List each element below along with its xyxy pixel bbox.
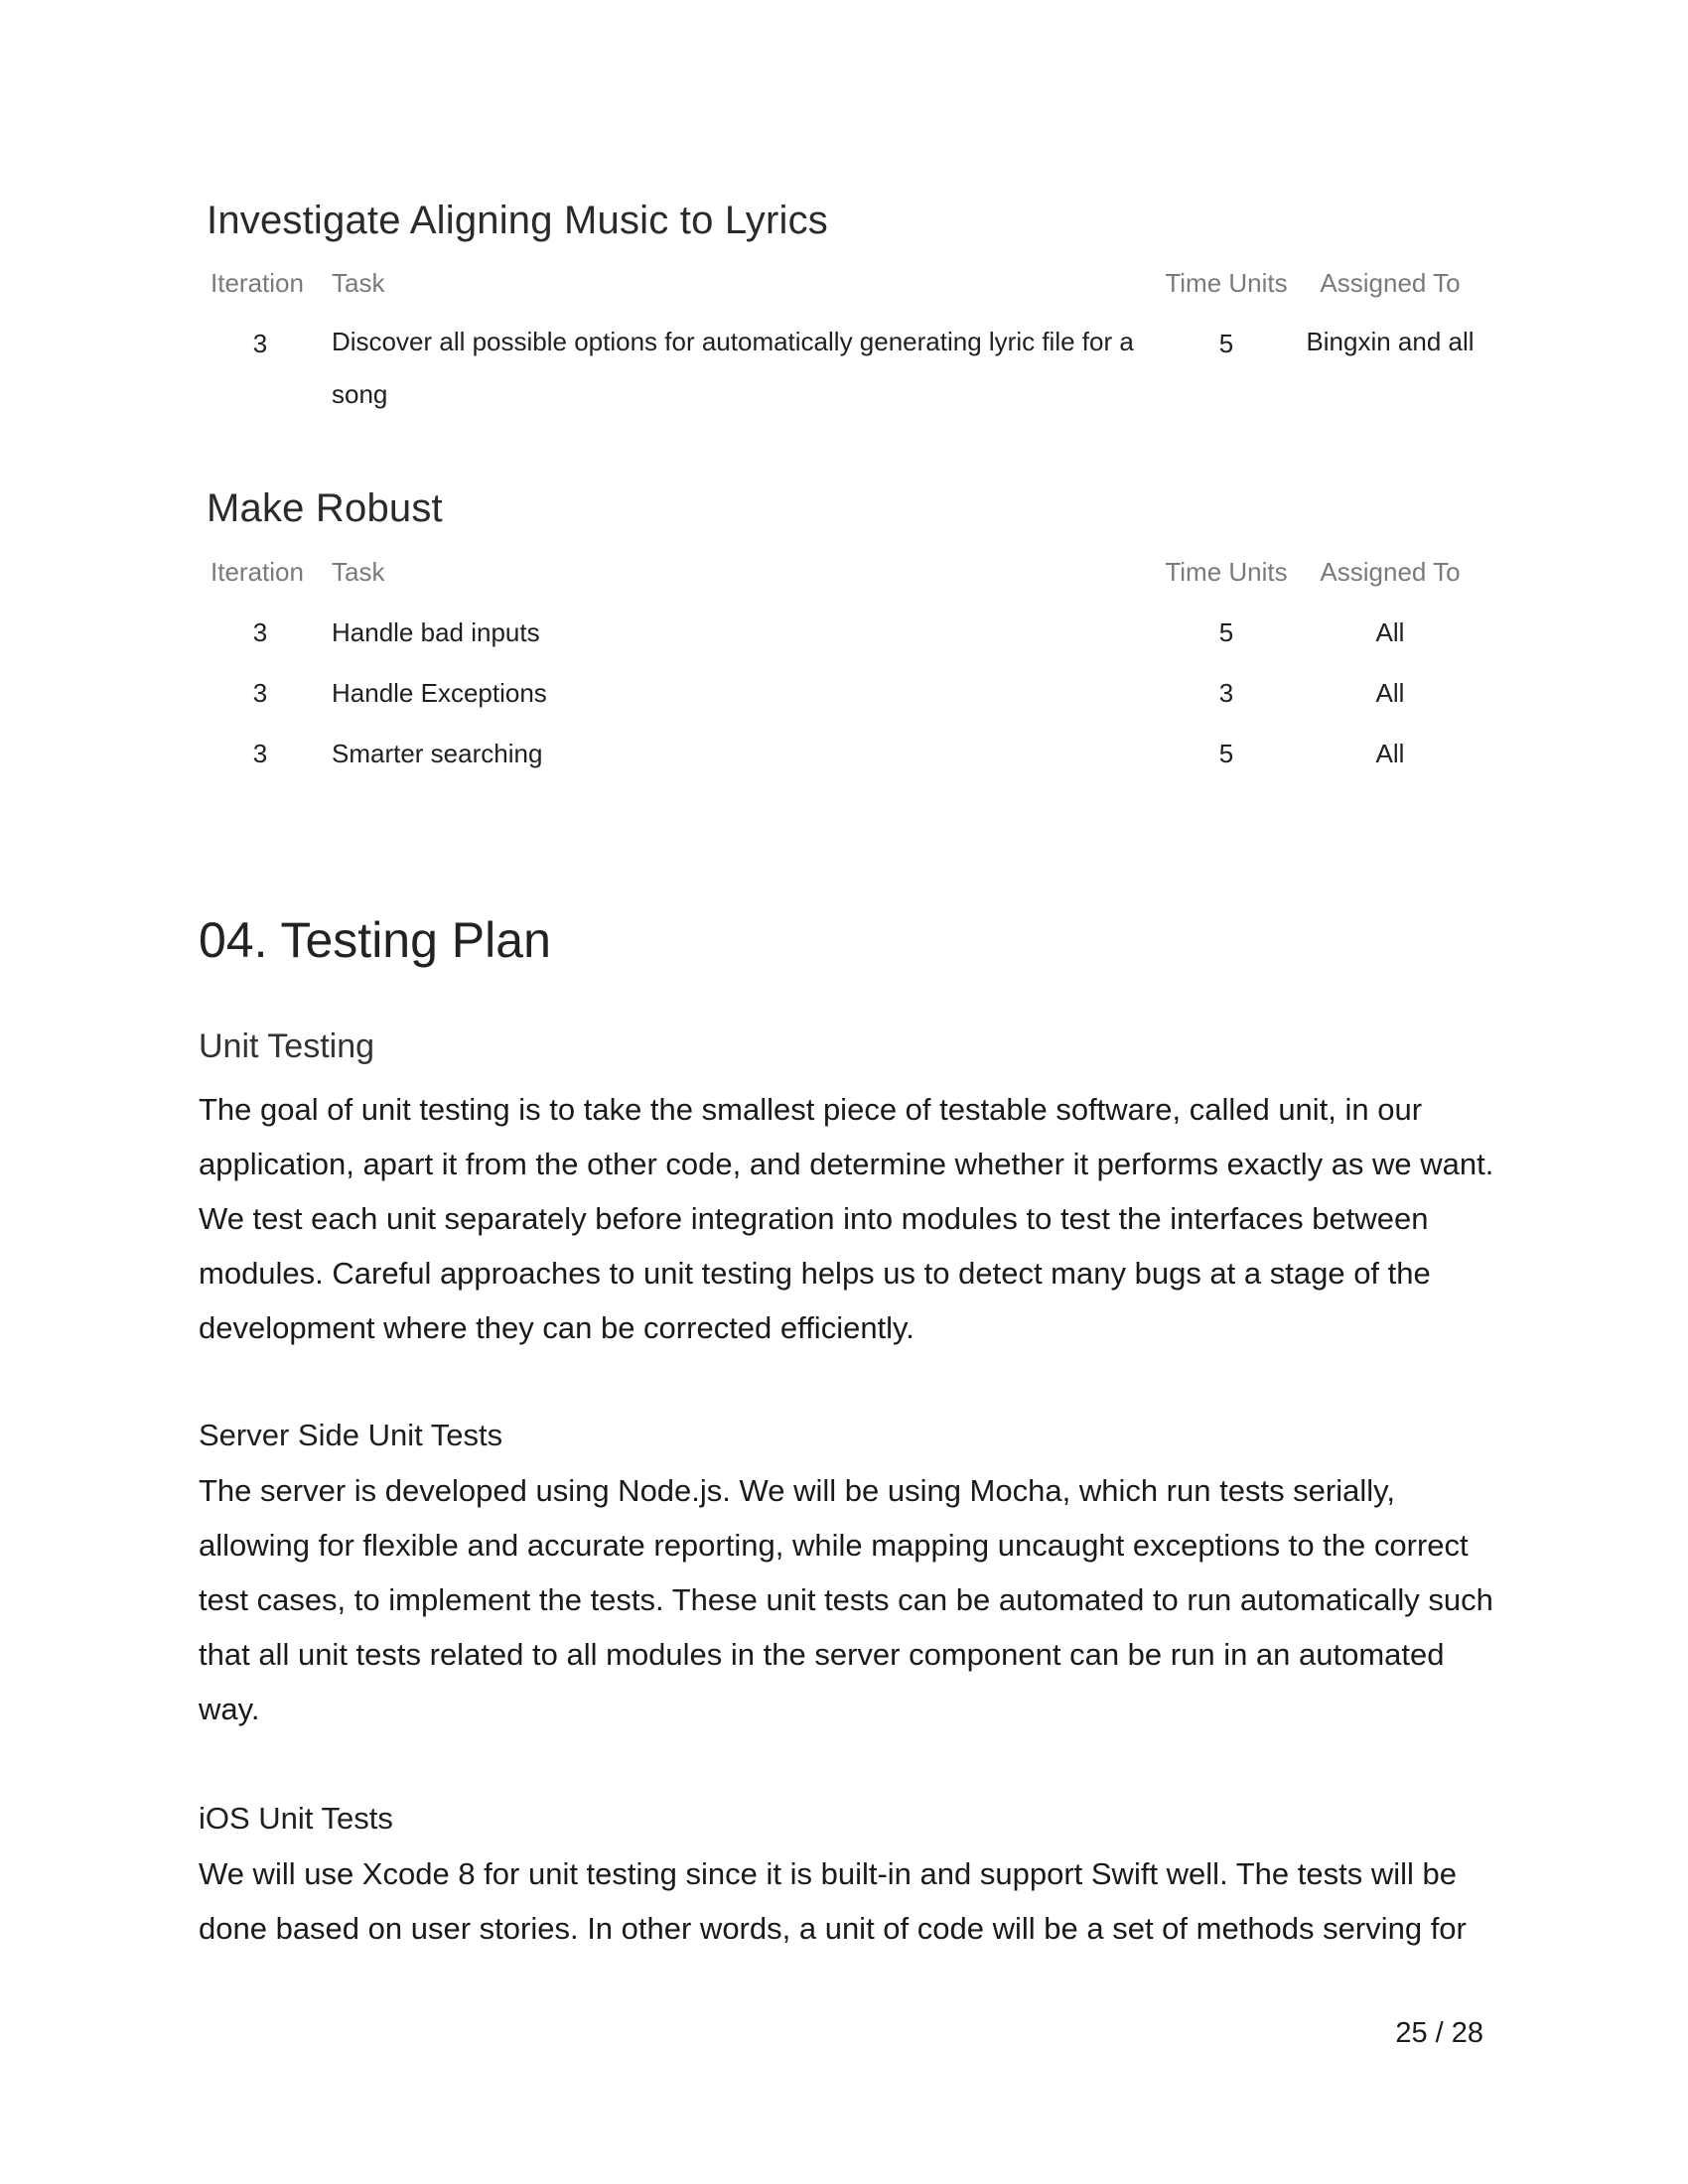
header-iteration: Iteration bbox=[211, 268, 304, 298]
row-assigned-to: All bbox=[1375, 678, 1405, 708]
server-tests-heading: Server Side Unit Tests bbox=[199, 1418, 503, 1452]
row-time-units: 3 bbox=[1218, 678, 1234, 708]
row-time-units: 5 bbox=[1218, 617, 1234, 647]
ios-tests-paragraph: We will use Xcode 8 for unit testing since it is built-in and support Swift well. The tests will be done based on user stories. In other words, a unit of code will be a set of methods serving for bbox=[199, 1856, 1467, 1946]
header-assigned-to: Assigned To bbox=[1320, 557, 1461, 587]
header-time-units: Time Units bbox=[1165, 557, 1288, 587]
row-iteration: 3 bbox=[252, 678, 268, 708]
header-task: Task bbox=[332, 557, 385, 587]
row-task: Smarter searching bbox=[332, 739, 543, 768]
section-title-make-robust: Make Robust bbox=[207, 486, 443, 530]
section-title-aligning: Investigate Aligning Music to Lyrics bbox=[207, 199, 829, 242]
row-assigned-to: All bbox=[1375, 617, 1405, 647]
row-time-units: 5 bbox=[1218, 329, 1234, 358]
header-task: Task bbox=[332, 268, 385, 298]
row-iteration: 3 bbox=[252, 329, 268, 358]
ios-tests-heading: iOS Unit Tests bbox=[199, 1801, 393, 1836]
row-assigned-to: Bingxin and all bbox=[1306, 327, 1475, 356]
row-task: Handle Exceptions bbox=[332, 678, 547, 708]
row-iteration: 3 bbox=[252, 739, 268, 768]
row-task: Discover all possible options for automatically generating lyric file for a song bbox=[332, 327, 1134, 409]
unit-testing-heading: Unit Testing bbox=[199, 1027, 375, 1065]
unit-testing-paragraph: The goal of unit testing is to take the smallest piece of testable software, called unit, in our application, apart it from the other code, and determine whether it performs exactly as we want. We test each unit separately before integration into modules to test the interfaces between modules. Careful approaches to unit testing helps us to detect many bugs at a stage of the development where they can be corrected efficiently. bbox=[199, 1092, 1494, 1345]
testing-plan-heading: 04. Testing Plan bbox=[199, 912, 551, 968]
header-assigned-to: Assigned To bbox=[1320, 268, 1461, 298]
server-tests-paragraph: The server is developed using Node.js. We will be using Mocha, which run tests serially, allowing for flexible and accurate reporting, while mapping uncaught exceptions to the correct test cases, to implement the tests. These unit tests can be automated to run automatically such that all unit tests related to all modules in the server component can be run in an automated way. bbox=[199, 1473, 1493, 1726]
page-number: 25 / 28 bbox=[1395, 2017, 1483, 2049]
row-assigned-to: All bbox=[1375, 739, 1405, 768]
row-iteration: 3 bbox=[252, 617, 268, 647]
row-time-units: 5 bbox=[1218, 739, 1234, 768]
header-iteration: Iteration bbox=[211, 557, 304, 587]
row-task: Handle bad inputs bbox=[332, 617, 540, 647]
header-time-units: Time Units bbox=[1165, 268, 1288, 298]
